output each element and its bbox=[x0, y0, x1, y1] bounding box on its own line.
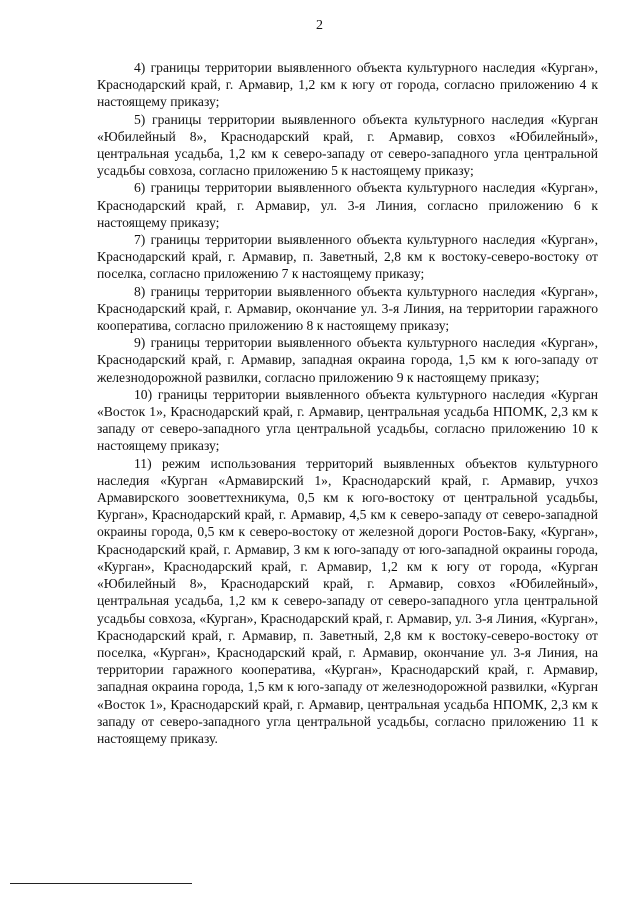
page-number: 2 bbox=[316, 18, 323, 33]
list-item-8: 8) границы территории выявленного объекта культурного наследия «Курган», Краснодарский край, г. Армавир, окончание ул. 3-я Линия, на территории гаражного кооператива, согласно приложению 8 к настоящему приказу; bbox=[97, 283, 598, 334]
footer-divider bbox=[10, 883, 192, 884]
list-item-5: 5) границы территории выявленного объекта культурного наследия «Курган «Юбилейный 8», Краснодарский край, г. Армавир, совхоз «Юбилейный», центральная усадьба, 1,2 км к северо-западу от северо-западного угла центральной усадьбы совхоза, согласно приложению 5 к настоящему приказу; bbox=[97, 111, 598, 179]
list-item-10: 10) границы территории выявленного объекта культурного наследия «Курган «Восток 1», Краснодарский край, г. Армавир, центральная усадьба НПОМК, 2,3 км к западу от северо-западного угла центральной усадьбы, согласно приложению 10 к настоящему приказу; bbox=[97, 386, 598, 454]
list-item-4: 4) границы территории выявленного объекта культурного наследия «Курган», Краснодарский край, г. Армавир, 1,2 км к югу от города, согласно приложению 4 к настоящему приказу; bbox=[97, 60, 598, 110]
list-item-7: 7) границы территории выявленного объекта культурного наследия «Курган», Краснодарский край, г. Армавир, п. Заветный, 2,8 км к востоку-северо-востоку от поселка, согласно приложению 7 к настоящему приказу; bbox=[97, 232, 598, 282]
document-body bbox=[97, 59, 598, 747]
list-item-6: 6) границы территории выявленного объекта культурного наследия «Курган», Краснодарский край, г. Армавир, ул. 3-я Линия, согласно приложению 6 к настоящему приказу; bbox=[97, 180, 598, 230]
list-item-11: 11) режим использования территорий выявленных объектов культурного наследия «Курган «Армавирский 1», Краснодарский край, г. Армавир, учхоз Армавирского зооветтехникума, 0,5 км к юго-востоку от центральной усадьбы, Курган», Краснодарский край, г. Армавир, 4,5 км к северо-западу от северо-западной окраины города, 0,5 км к северо-востоку от железной дороги Ростов-Баку, «Курган», Краснодарский край, г. Армавир, 3 км к юго-западу от юго-западной окраины города, «Курган», Краснодарский край, г. Армавир, 1,2 км к югу от города, «Курган «Юбилейный 8», Краснодарский край, г. Армавир, совхоз «Юбилейный», центральная усадьба, 1,2 км к северо-западу от северо-западного угла центральной усадьбы совхоза, «Курган», Краснодарский край, г. Армавир, ул. 3-я Линия, «Курган», Краснодарский край, г. Армавир, п. Заветный, 2,8 км к востоку-северо-востоку от поселка, «Курган», Краснодарский край, г. Армавир, окончание ул. 3-я Линия, на территории гаражного кооператива, «Курган», Краснодарский край, г. Армавир, западная окраина города, 1,5 км к юго-западу от железнодорожной развилки, «Курган «Восток 1», Краснодарский край, г. Армавир, центральная усадьба НПОМК, 2,3 км к западу от северо-западного угла центральной усадьбы, согласно приложению 11 к настоящему приказу. bbox=[97, 455, 598, 746]
list-item-9: 9) границы территории выявленного объекта культурного наследия «Курган», Краснодарский край, г. Армавир, западная окраина города, 1,5 км к юго-западу от железнодорожной развилки, согласно приложению 9 к настоящему приказу; bbox=[97, 335, 598, 385]
